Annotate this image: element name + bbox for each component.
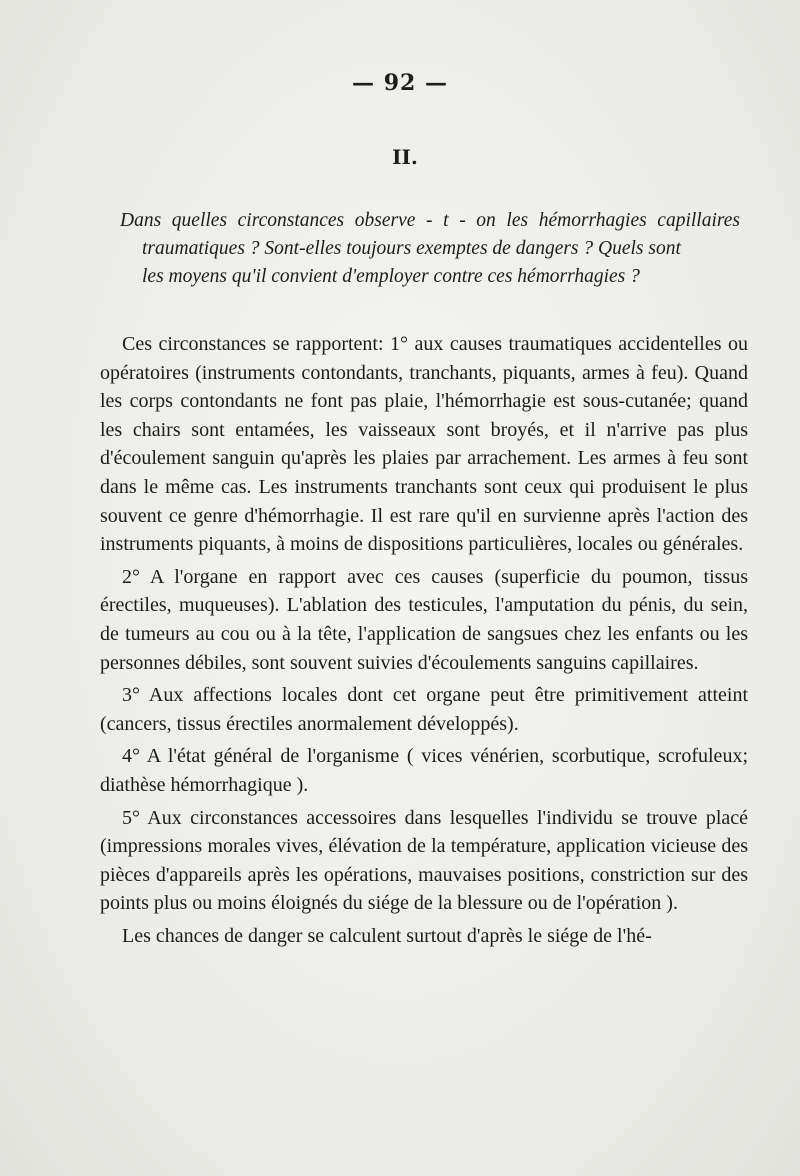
paragraph: Les chances de danger se calculent surtout d'après le siége de l'hé- xyxy=(122,924,652,947)
question-line: les moyens qu'il convient d'employer contre ces hémorrhagies ? xyxy=(142,266,640,287)
paragraph: 5° Aux circonstances accessoires dans lesquelles l'individu se trouve placé (impressions morales vives, élévation de la température, application vicieuse des pièces d'appareils après les opérations, mauvaises positions, constriction sur des points plus ou moins éloignés du siége de la blessure ou de l'opération ). xyxy=(100,806,748,915)
section-heading: II. xyxy=(392,145,418,169)
answer-body xyxy=(100,330,748,954)
paragraph: 3° Aux affections locales dont cet organe peut être primitivement atteint (cancers, tissus érectiles anormalement développés). xyxy=(100,684,748,735)
question-line: traumatiques ? Sont-elles toujours exemptes de dangers ? Quels sont xyxy=(142,238,681,259)
paragraph: 2° A l'organe en rapport avec ces causes (superficie du poumon, tissus érectiles, muqueuses). L'ablation des testicules, l'amputation du pénis, du sein, de tumeurs au cou ou à la tête, l'application de sangsues chez les enfants ou les personnes débiles, sont souvent suivies d'écoulements sanguins capillaires. xyxy=(100,565,748,674)
paragraph: 4° A l'état général de l'organisme ( vices vénérien, scorbutique, scrofuleux; diathèse hémorrhagique ). xyxy=(100,745,748,796)
question-line: Dans quelles circonstances observe - t - on les hémorrhagies capillaires xyxy=(120,210,740,231)
page-number: — 92 — xyxy=(352,70,448,96)
question-block xyxy=(120,207,740,291)
paragraph: Ces circonstances se rapportent: 1° aux causes traumatiques accidentelles ou opératoires (instruments contondants, tranchants, piquants, armes à feu). Quand les corps contondants ne font pas plaie, l'hémorrhagie est sous-cutanée; quand les chairs sont entamées, les vaisseaux sont broyés, et il n'arrive pas plus d'écoulement sanguin qu'après les plaies par arrachement. Les armes à feu sont dans le même cas. Les instruments tranchants sont ceux qui produisent le plus souvent ce genre d'hémorrhagie. Il est rare qu'il en survienne après l'action des instruments piquants, à moins de dispositions particulières, locales ou générales. xyxy=(100,333,748,556)
